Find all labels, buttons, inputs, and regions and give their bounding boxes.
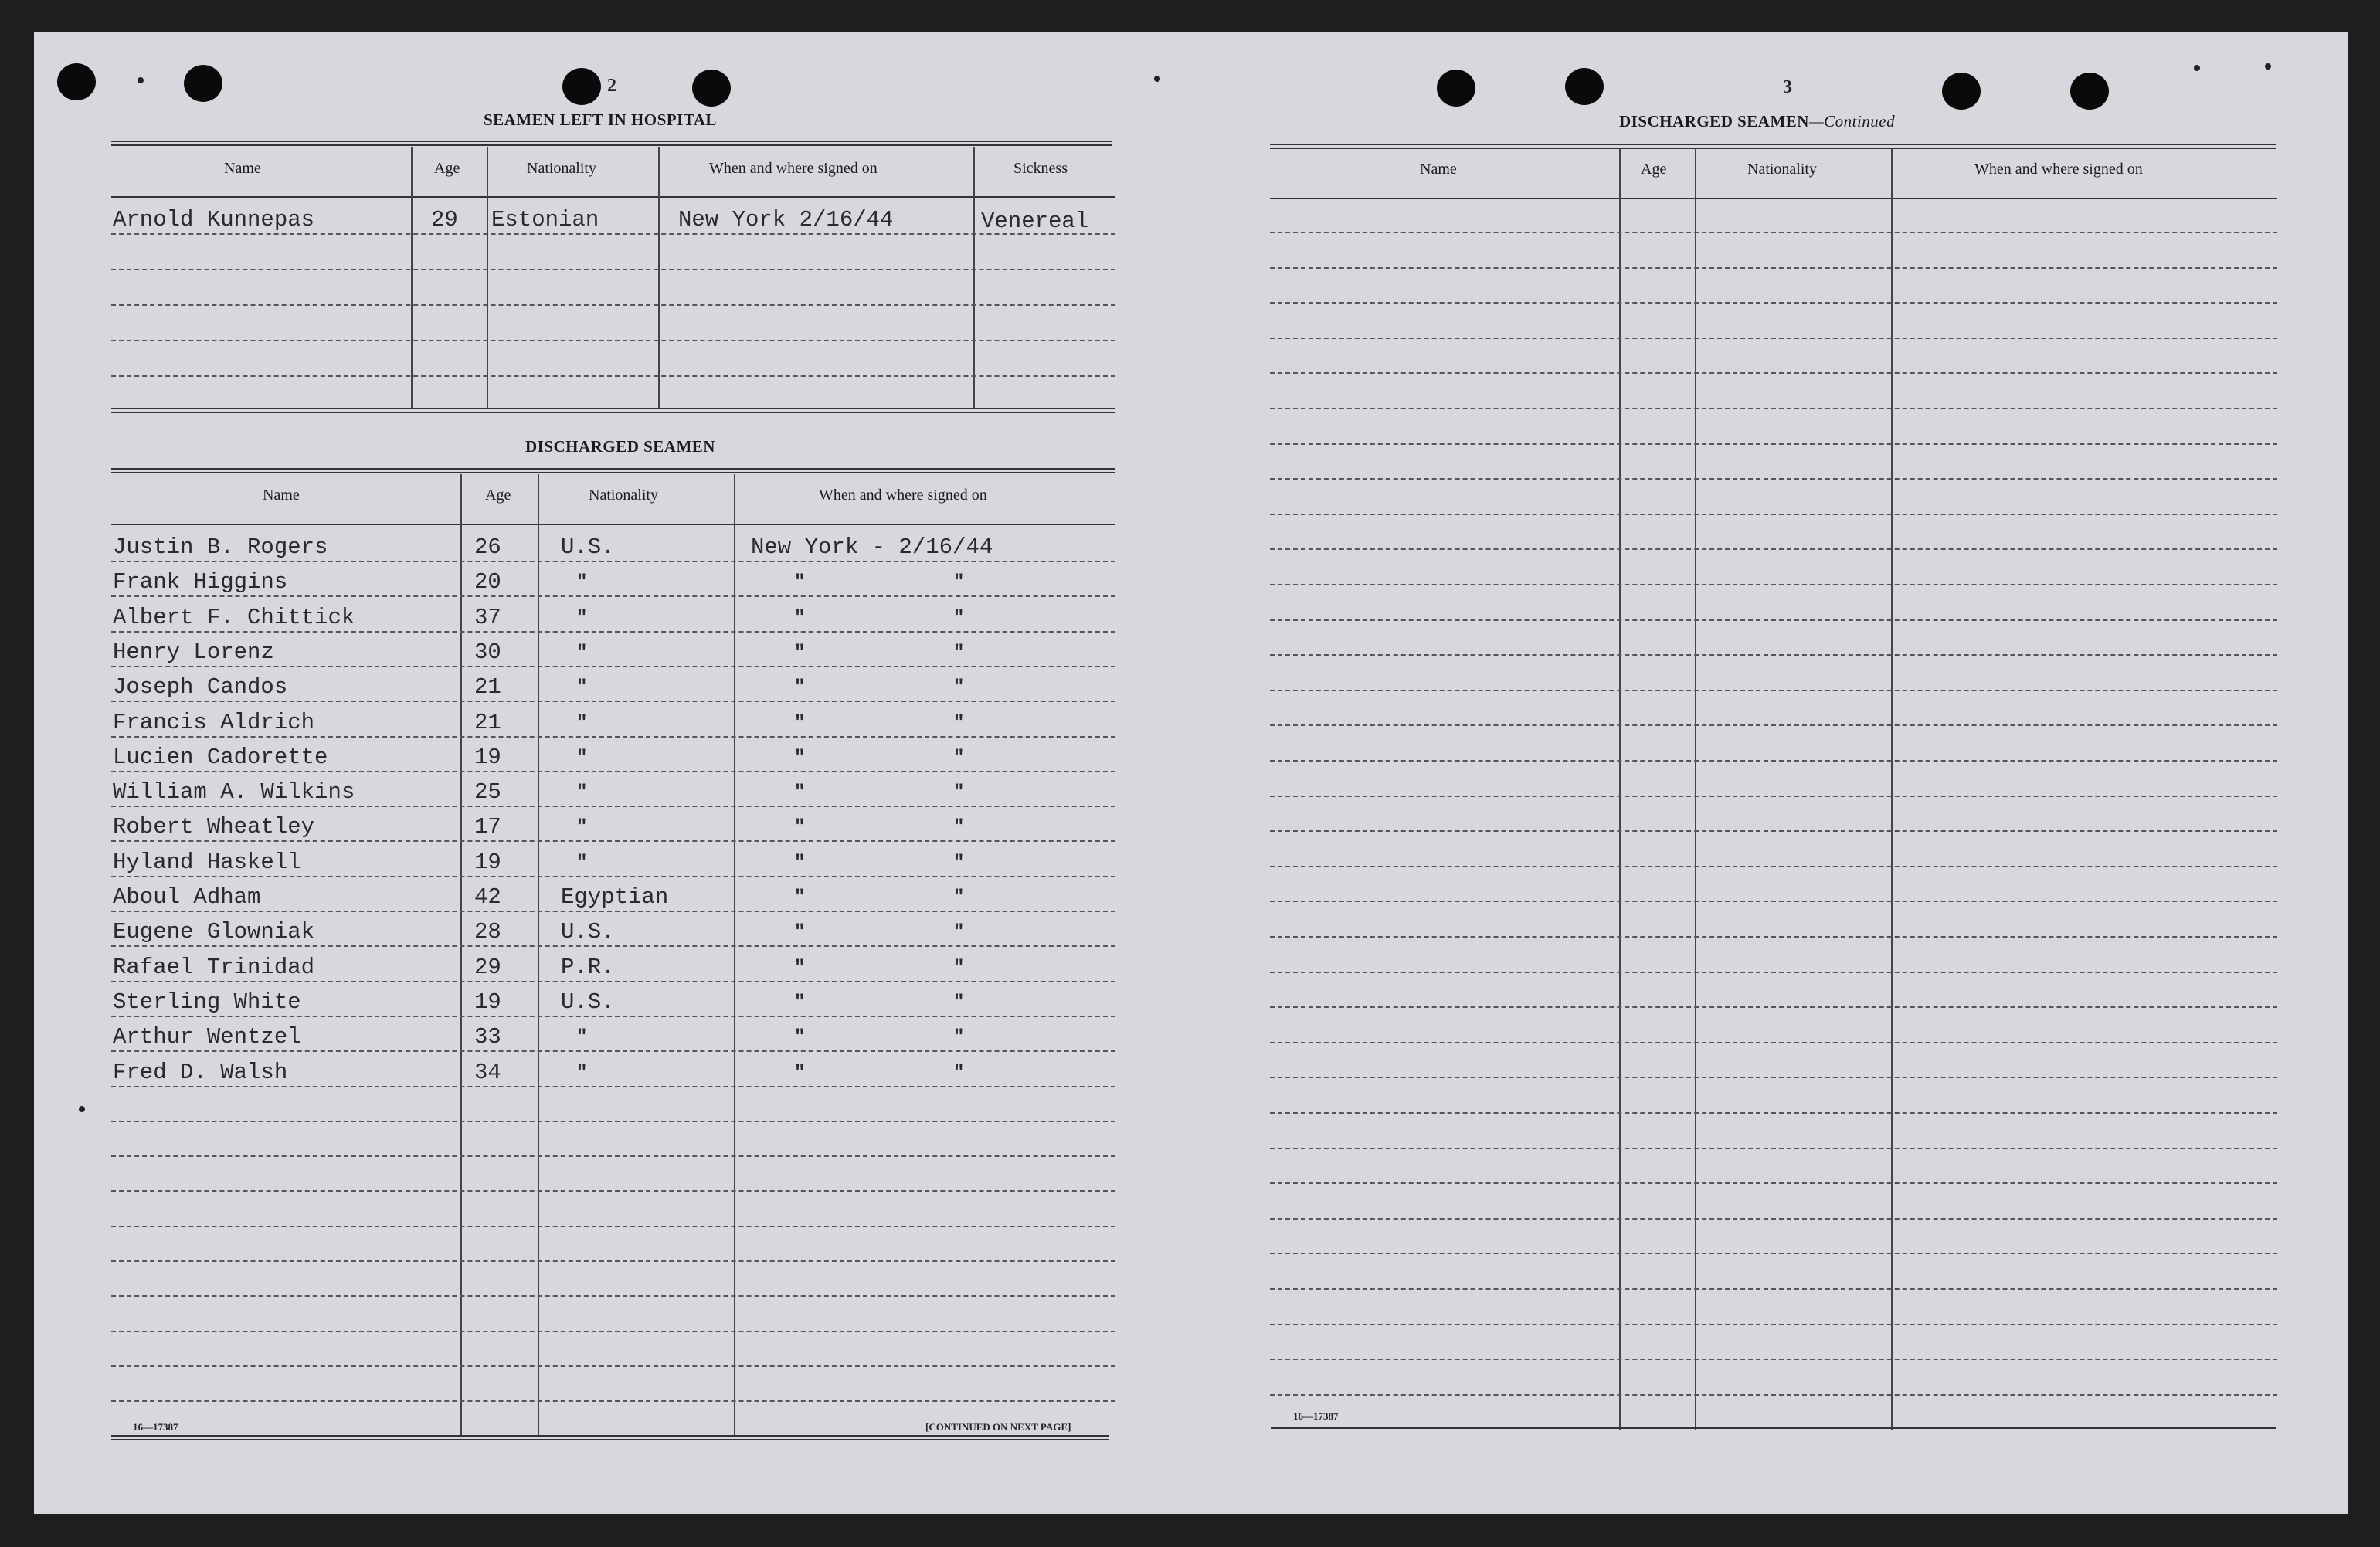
col-header-name: Name: [263, 487, 300, 504]
column-divider: [1695, 148, 1696, 1430]
seaman-nationality: ": [576, 608, 588, 629]
seaman-nationality: ": [576, 748, 588, 768]
row-line: [1270, 619, 2277, 621]
col-header-nationality: Nationality: [589, 487, 658, 504]
hospital-signed-on: New York 2/16/44: [678, 207, 894, 232]
seaman-signed-date: ": [953, 922, 965, 943]
seaman-name: Francis Aldrich: [113, 710, 315, 735]
seaman-age: 30: [474, 639, 501, 665]
row-line: [111, 1086, 1115, 1087]
seaman-signed-place: ": [794, 1063, 806, 1084]
punch-hole: [184, 65, 222, 102]
seaman-signed-date: ": [953, 643, 965, 663]
row-line: [1270, 724, 2277, 726]
row-line: [111, 375, 1115, 377]
header-bottom-rule: [111, 524, 1115, 525]
seaman-name: William A. Wilkins: [113, 779, 355, 805]
seaman-nationality: ": [576, 853, 588, 874]
seaman-name: Justin B. Rogers: [113, 534, 328, 560]
hospital-name: Arnold Kunnepas: [113, 207, 315, 232]
seaman-age: 28: [474, 919, 501, 945]
row-line: [1270, 1112, 2277, 1114]
row-line: [111, 631, 1115, 633]
seaman-signed-date: ": [953, 887, 965, 908]
row-line: [111, 736, 1115, 738]
seaman-signed-date: ": [953, 748, 965, 768]
seaman-signed-date: ": [953, 1063, 965, 1084]
row-line: [111, 771, 1115, 772]
seaman-name: Eugene Glowniak: [113, 919, 315, 945]
seaman-nationality: ": [576, 1063, 588, 1084]
seaman-nationality: ": [576, 782, 588, 803]
column-divider: [658, 147, 660, 409]
seaman-age: 21: [474, 710, 501, 735]
row-line: [1270, 514, 2277, 515]
ink-speck: [79, 1106, 85, 1112]
seaman-age: 17: [474, 814, 501, 840]
seaman-signed-date: ": [953, 677, 965, 698]
col-header-nationality: Nationality: [1747, 161, 1817, 178]
seaman-age: 26: [474, 534, 501, 560]
punch-hole: [1437, 70, 1475, 107]
seaman-signed-place: ": [794, 887, 806, 908]
row-line: [1270, 338, 2277, 339]
row-line: [1270, 302, 2277, 304]
seaman-signed-date: ": [953, 713, 965, 734]
seaman-signed-date: ": [953, 958, 965, 979]
punch-hole: [1565, 68, 1604, 105]
seaman-age: 19: [474, 989, 501, 1015]
row-line: [1270, 478, 2277, 480]
right-section-title: [1619, 112, 1895, 131]
seaman-signed-place: ": [794, 782, 806, 803]
column-divider: [538, 474, 539, 1437]
form-code: 16—17387: [1293, 1410, 1339, 1422]
seaman-name: Lucien Cadorette: [113, 745, 328, 770]
row-line: [1270, 1359, 2277, 1360]
row-line: [111, 701, 1115, 702]
section-bottom-rule: [111, 408, 1115, 413]
title-continued: —Continued: [1808, 112, 1896, 131]
col-header-name: Name: [224, 160, 261, 177]
seaman-name: Robert Wheatley: [113, 814, 315, 840]
seaman-nationality: U.S.: [561, 919, 615, 945]
row-line: [111, 1331, 1115, 1332]
col-header-sickness: Sickness: [1013, 160, 1068, 177]
row-line: [1270, 1288, 2277, 1290]
seaman-name: Rafael Trinidad: [113, 955, 315, 980]
seaman-age: 20: [474, 569, 501, 595]
punch-hole: [57, 63, 96, 100]
column-divider: [1891, 148, 1893, 1430]
seaman-signed-date: ": [953, 853, 965, 874]
punch-hole: [1942, 73, 1981, 110]
seaman-age: 37: [474, 605, 501, 630]
seaman-age: 19: [474, 850, 501, 875]
row-line: [1270, 654, 2277, 656]
header-bottom-rule: [111, 196, 1115, 198]
seaman-name: Frank Higgins: [113, 569, 288, 595]
row-line: [111, 806, 1115, 807]
seaman-signed-place: ": [794, 608, 806, 629]
col-header-signed-on: When and where signed on: [1974, 161, 2143, 178]
ink-speck: [2265, 63, 2271, 70]
row-line: [1270, 408, 2277, 409]
seaman-name: Arthur Wentzel: [113, 1024, 301, 1050]
row-line: [1270, 972, 2277, 973]
seaman-nationality: U.S.: [561, 989, 615, 1015]
row-line: [111, 595, 1115, 597]
seaman-signed-date: ": [953, 992, 965, 1013]
seaman-name: Sterling White: [113, 989, 301, 1015]
row-line: [1270, 830, 2277, 832]
row-line: [111, 840, 1115, 842]
col-header-signed-on: When and where signed on: [819, 487, 987, 504]
seaman-nationality: Egyptian: [561, 884, 669, 910]
seaman-signed-place: ": [794, 853, 806, 874]
col-header-name: Name: [1420, 161, 1457, 178]
header-rule: [1270, 144, 2276, 149]
title-main: DISCHARGED SEAMEN: [1619, 112, 1809, 131]
seaman-signed-place: ": [794, 1027, 806, 1048]
row-line: [1270, 901, 2277, 902]
row-line: [111, 561, 1115, 562]
seaman-age: 42: [474, 884, 501, 910]
hospital-sickness: Venereal: [981, 209, 1089, 234]
row-line: [1270, 1182, 2277, 1184]
seaman-signed-place: ": [794, 922, 806, 943]
row-line: [1270, 1042, 2277, 1043]
seaman-signed-place: ": [794, 572, 806, 593]
seaman-signed-place: ": [794, 817, 806, 838]
header-bottom-rule: [1270, 198, 2277, 199]
col-header-age: Age: [1641, 161, 1667, 178]
seaman-age: 19: [474, 745, 501, 770]
punch-hole: [2070, 73, 2109, 110]
row-line: [111, 1155, 1115, 1157]
row-line: [111, 1016, 1115, 1017]
punch-hole: [562, 68, 601, 105]
row-line: [111, 233, 1115, 235]
row-line: [111, 981, 1115, 982]
column-divider: [1619, 148, 1621, 1430]
seaman-name: Fred D. Walsh: [113, 1060, 288, 1085]
seaman-nationality: ": [576, 572, 588, 593]
hospital-section-title: SEAMEN LEFT IN HOSPITAL: [484, 110, 717, 129]
col-header-signed-on: When and where signed on: [709, 160, 878, 177]
row-line: [1270, 936, 2277, 938]
row-line: [111, 1190, 1115, 1192]
seaman-name: Aboul Adham: [113, 884, 261, 910]
seaman-age: 29: [474, 955, 501, 980]
seaman-nationality: ": [576, 643, 588, 663]
row-line: [1270, 548, 2277, 550]
row-line: [1270, 866, 2277, 867]
row-line: [111, 876, 1115, 877]
column-divider: [460, 474, 462, 1437]
page-number-left: 2: [607, 76, 616, 96]
row-line: [111, 1121, 1115, 1122]
row-line: [1270, 1253, 2277, 1254]
ink-speck: [1154, 76, 1160, 82]
row-line: [111, 1295, 1115, 1297]
column-divider: [411, 147, 413, 409]
seaman-signed-place: ": [794, 748, 806, 768]
seaman-nationality: P.R.: [561, 955, 615, 980]
row-line: [111, 304, 1115, 306]
row-line: [111, 1226, 1115, 1227]
column-divider: [487, 147, 488, 409]
column-divider: [734, 474, 735, 1437]
seaman-name: Joseph Candos: [113, 674, 288, 700]
row-line: [1270, 690, 2277, 691]
hospital-age: 29: [431, 207, 458, 232]
seaman-signed-place: ": [794, 643, 806, 663]
seaman-signed-date: ": [953, 572, 965, 593]
seaman-age: 25: [474, 779, 501, 805]
row-line: [1270, 267, 2277, 269]
row-line: [111, 911, 1115, 912]
ink-speck: [2194, 65, 2200, 71]
seaman-signed-date: ": [953, 817, 965, 838]
seaman-age: 33: [474, 1024, 501, 1050]
row-line: [1270, 1218, 2277, 1220]
row-line: [1270, 1006, 2277, 1008]
discharged-section-title: DISCHARGED SEAMEN: [525, 437, 715, 456]
punch-hole: [692, 70, 731, 107]
row-line: [1270, 1394, 2277, 1396]
col-header-age: Age: [485, 487, 511, 504]
hospital-nationality: Estonian: [491, 207, 599, 232]
seaman-name: Hyland Haskell: [113, 850, 301, 875]
seaman-nationality: U.S.: [561, 534, 615, 560]
row-line: [1270, 372, 2277, 374]
seaman-signed-date: ": [953, 1027, 965, 1048]
seaman-nationality: ": [576, 817, 588, 838]
seaman-age: 34: [474, 1060, 501, 1085]
header-rule: [111, 141, 1112, 146]
seaman-nationality: ": [576, 713, 588, 734]
page-number-right: 3: [1783, 77, 1792, 97]
continued-note: [CONTINUED ON NEXT PAGE]: [925, 1421, 1071, 1433]
col-header-nationality: Nationality: [527, 160, 596, 177]
ledger-sheet: [34, 32, 2348, 1514]
row-line: [1270, 443, 2277, 445]
column-divider: [973, 147, 975, 409]
seaman-signed-on: New York - 2/16/44: [751, 534, 993, 560]
seaman-signed-place: ": [794, 713, 806, 734]
row-line: [1270, 1324, 2277, 1325]
seaman-signed-place: ": [794, 958, 806, 979]
header-rule: [111, 468, 1115, 473]
row-line: [111, 1050, 1115, 1052]
row-line: [111, 1400, 1115, 1402]
row-line: [1270, 796, 2277, 797]
row-line: [111, 269, 1115, 270]
seaman-signed-date: ": [953, 782, 965, 803]
row-line: [111, 666, 1115, 667]
row-line: [1270, 232, 2277, 233]
row-line: [111, 340, 1115, 341]
table-bottom-rule: [1271, 1427, 2276, 1429]
seaman-signed-date: ": [953, 608, 965, 629]
seaman-signed-place: ": [794, 677, 806, 698]
seaman-name: Henry Lorenz: [113, 639, 274, 665]
row-line: [111, 945, 1115, 947]
row-line: [1270, 760, 2277, 762]
table-bottom-rule: [111, 1435, 1109, 1440]
ink-speck: [138, 77, 144, 83]
col-header-age: Age: [434, 160, 460, 177]
seaman-signed-place: ": [794, 992, 806, 1013]
seaman-name: Albert F. Chittick: [113, 605, 355, 630]
row-line: [111, 1260, 1115, 1262]
seaman-nationality: ": [576, 1027, 588, 1048]
row-line: [1270, 1077, 2277, 1078]
seaman-age: 21: [474, 674, 501, 700]
form-code: 16—17387: [133, 1421, 178, 1433]
row-line: [1270, 584, 2277, 585]
seaman-nationality: ": [576, 677, 588, 698]
row-line: [1270, 1148, 2277, 1149]
row-line: [111, 1365, 1115, 1367]
